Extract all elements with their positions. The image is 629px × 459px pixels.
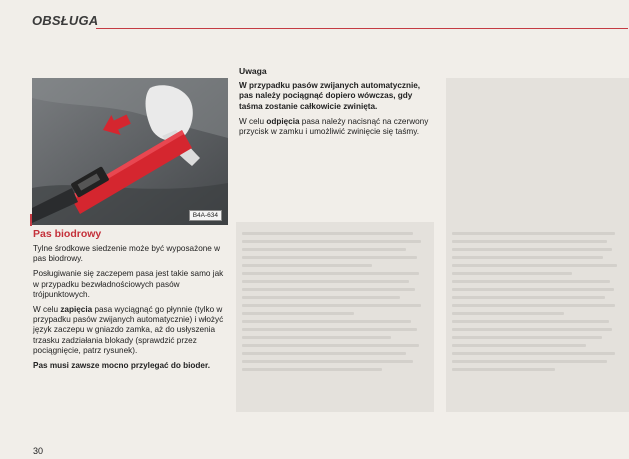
lap-belt-illustration	[32, 78, 228, 225]
note-title: Uwaga	[239, 66, 267, 76]
paragraph-usage: Posługiwanie się zaczepem pasa jest takie samo jak w przypadku bezwładnościowych pasów trójpunktowych.	[33, 269, 224, 299]
lap-belt-photo	[32, 78, 228, 225]
header-rule	[96, 28, 628, 29]
bleed-through-text-middle	[242, 232, 428, 376]
page-header-title: OBSŁUGA	[32, 13, 99, 28]
note-bold-text: W przypadku pasów zwijanych automatycznie, pas należy pociągnąć dopiero wówczas, gdy taśma zostanie całkowicie zwinięta.	[239, 81, 421, 111]
page-number: 30	[33, 446, 44, 456]
photo-reference-code: B4A-634	[189, 210, 222, 221]
left-column-text	[33, 244, 225, 376]
middle-column-text	[239, 66, 433, 142]
section-marker	[30, 214, 32, 226]
bleed-through-text-right	[452, 232, 624, 376]
section-heading: Pas biodrowy	[33, 228, 102, 240]
paragraph-intro: Tylne środkowe siedzenie może być wyposażone w pas biodrowy.	[33, 244, 221, 264]
paragraph-fastening: W celu zapięcia pasa wyciągnąć go płynnie (tylko w przypadku pasów zwijanych automatycznie) i włożyć język zaczepu w gniazdo zamka, aż do usłyszenia trzasku zadziałania blokady (sprawdzić przez pociągnięcie, patrz rysunek).	[33, 305, 224, 355]
paragraph-warning: Pas musi zawsze mocno przylegać do bioder.	[33, 361, 210, 371]
paragraph-unfastening: W celu odpięcia pasa należy nacisnąć na czerwony przycisk w zamku i umożliwić zwinięcie się taśmy.	[239, 116, 429, 137]
